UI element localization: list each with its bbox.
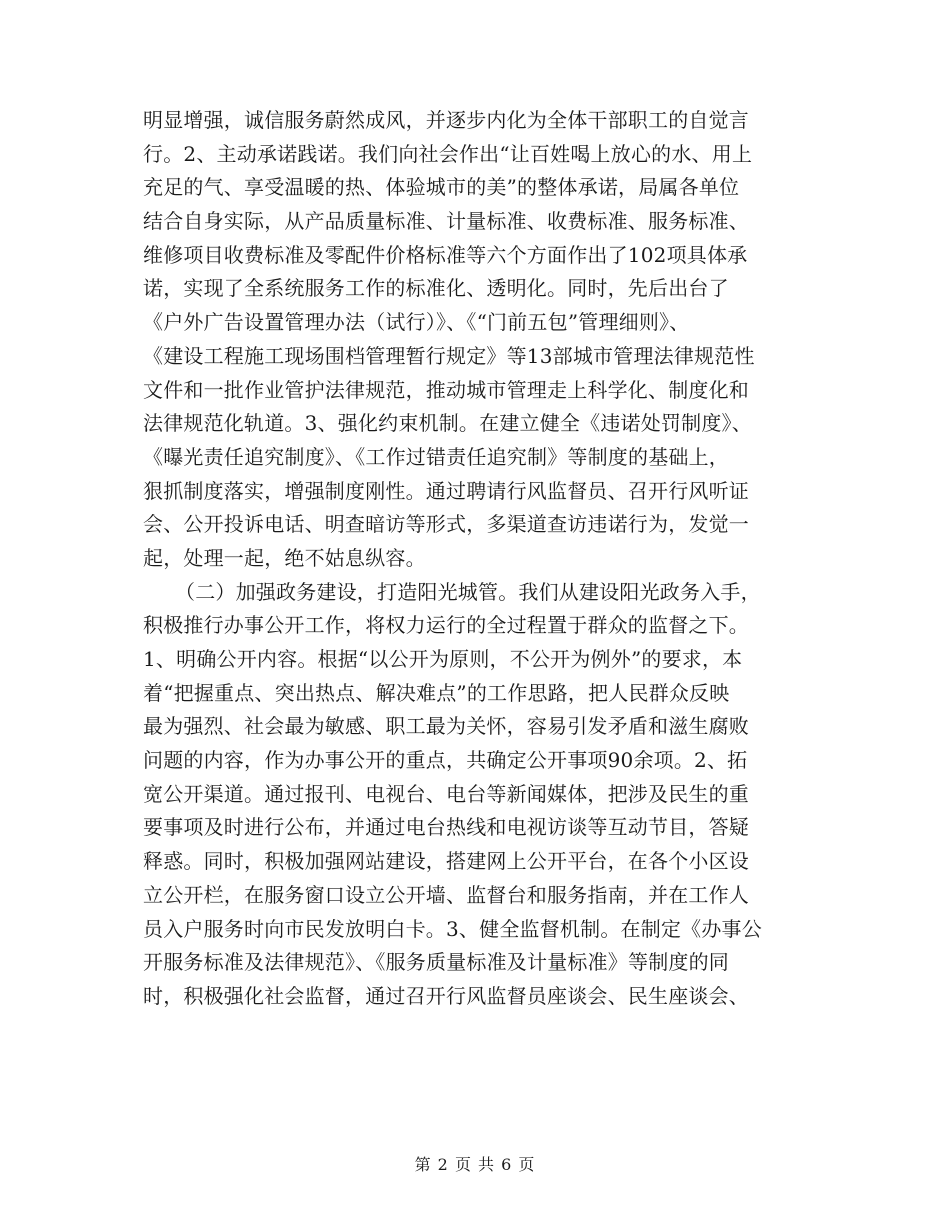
text-line: 开服务标准及法律规范》、《服务质量标准及计量标准》等制度的同	[143, 950, 729, 975]
text-line: 要事项及时进行公布，并通过电台热线和电视访谈等互动节目，答疑	[143, 815, 749, 840]
text-line: 起，处理一起，绝不姑息纵容。	[143, 545, 426, 570]
text-line: 会、公开投诉电话、明查暗访等形式，多渠道查访违诺行为，发觉一	[143, 512, 749, 537]
text-line: 充足的气、享受温暖的热、体验城市的美”的整体承诺，局属各单位	[143, 175, 740, 200]
text-line: 积极推行办事公开工作，将权力运行的全过程置于群众的监督之下。	[143, 613, 749, 638]
text-line: 文件和一批作业管护法律规范，推动城市管理走上科学化、制度化和	[143, 377, 749, 402]
text-line: 问题的内容，作为办事公开的重点，共确定公开事项90余项。2、拓	[143, 748, 748, 773]
text-line: 最为强烈、社会最为敏感、职工最为关怀，容易引发矛盾和滋生腐败	[143, 714, 749, 739]
text-line: 法律规范化轨道。3、强化约束机制。在建立健全《违诺处罚制度》、	[143, 411, 752, 436]
text-line: 宽公开渠道。通过报刊、电视台、电台等新闻媒体，把涉及民生的重	[143, 781, 749, 806]
text-line: 着“把握重点、突出热点、解决难点”的工作思路，把人民群众反映	[143, 680, 730, 705]
text-line: 1、明确公开内容。根据“以公开为原则，不公开为例外”的要求，本	[143, 647, 743, 671]
text-line: 《曝光责任追究制度》、《工作过错责任追究制》等制度的基础上，	[143, 444, 729, 469]
text-line: 时，积极强化社会监督，通过召开行风监督员座谈会、民生座谈会、	[143, 983, 749, 1008]
paragraph-start-line: （二）加强政务建设，打造阳光城管。我们从建设阳光政务入手，	[175, 579, 761, 604]
text-line: 《建设工程施工现场围档管理暂行规定》等13部城市管理法律规范性	[143, 343, 755, 368]
text-line: 诺，实现了全系统服务工作的标准化、透明化。同时，先后出台了	[143, 276, 729, 301]
text-line: 明显增强，诚信服务蔚然成风，并逐步内化为全体干部职工的自觉言	[143, 108, 749, 132]
text-line: 维修项目收费标准及零配件价格标准等六个方面作出了102项具体承	[143, 242, 748, 267]
text-line: 员入户服务时向市民发放明白卡。3、健全监督机制。在制定《办事公	[143, 916, 762, 941]
text-line: 释惑。同时，积极加强网站建设，搭建网上公开平台，在各个小区设	[143, 849, 749, 874]
document-body	[143, 104, 808, 1014]
text-line: 立公开栏，在服务窗口设立公开墙、监督台和服务指南，并在工作人	[143, 882, 749, 907]
text-line: 《户外广告设置管理办法（试行）》、《“门前五包”管理细则》、	[143, 310, 690, 335]
page-number-footer: 第 2 页 共 6 页	[414, 1155, 536, 1174]
text-line: 行。2、主动承诺践诺。我们向社会作出“让百姓喝上放心的水、用上	[143, 141, 753, 166]
text-line: 结合自身实际，从产品质量标准、计量标准、收费标准、服务标准、	[143, 209, 749, 234]
text-line: 狠抓制度落实，增强制度刚性。通过聘请行风监督员、召开行风听证	[143, 478, 749, 503]
